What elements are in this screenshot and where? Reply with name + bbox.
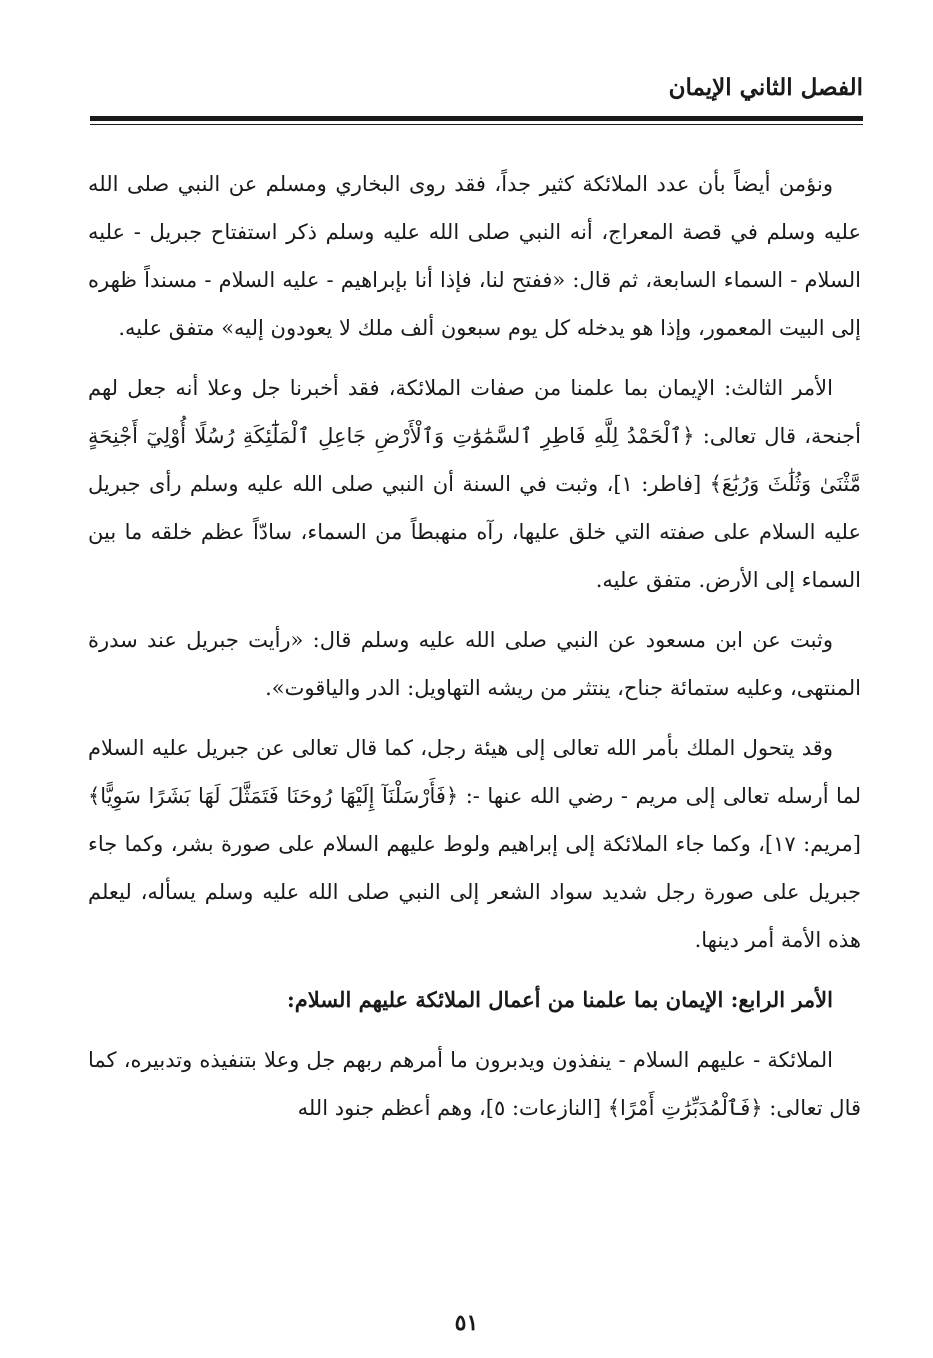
page-number: ٥١ [454,1310,479,1336]
paragraph-angels-attributes: الأمر الثالث: الإيمان بما علمنا من صفات الملائكة، فقد أخبرنا جل وعلا أنه جعل لهم أجنحة، قال تعالى: ﴿ٱلْحَمْدُ لِلَّهِ فَاطِرِ ٱلسَّمَٰوَٰتِ وَٱلْأَرْضِ جَاعِلِ ٱلْمَلَٰٓئِكَةِ رُسُلًا أُوْلِيٓ أَجْنِحَةٍ مَّثْنَىٰ وَثُلَٰثَ وَرُبَٰعَ﴾ [فاطر: ١]، وثبت في السنة أن النبي صلى الله عليه وسلم رأى جبريل عليه السلام على صفته التي خلق عليها، رآه منهبطاً من السماء، سادّاً عظم خلقه ما بين السماء إلى الأرض. متفق عليه. [88,376,861,592]
body-text [88,160,861,1144]
paragraph-angels-number: ونؤمن أيضاً بأن عدد الملائكة كثير جداً، فقد روى البخاري ومسلم عن النبي صلى الله عليه وسلم في قصة المعراج، أنه النبي صلى الله عليه وسلم ذكر استفتاح جبريل - عليه السلام - السماء السابعة، ثم قال: «ففتح لنا، فإذا أنا بإبراهيم - عليه السلام - مسنداً ظهره إلى البيت المعمور، وإذا هو يدخله كل يوم سبعون ألف ملك لا يعودون إليه» متفق عليه. [88,172,861,340]
header-rule-thick [90,116,863,121]
paragraph-ibn-masud-hadith: وثبت عن ابن مسعود عن النبي صلى الله عليه وسلم قال: «رأيت جبريل عند سدرة المنتهى، وعليه ستمائة جناح، ينتثر من ريشه التهاويل: الدر والياقوت». [88,628,861,700]
running-header-title: الفصل الثاني الإيمان [668,74,863,101]
header-rule-thin [90,124,863,125]
paragraph-angel-human-form: وقد يتحول الملك بأمر الله تعالى إلى هيئة رجل، كما قال تعالى عن جبريل عليه السلام لما أرسله تعالى إلى مريم - رضي الله عنها -: ﴿فَأَرْسَلْنَآ إِلَيْهَا رُوحَنَا فَتَمَثَّلَ لَهَا بَشَرًا سَوِيًّا﴾ [مريم: ١٧]، وكما جاء الملائكة إلى إبراهيم ولوط عليهم السلام على صورة بشر، وكما جاء جبريل على صورة رجل شديد سواد الشعر إلى النبي صلى الله عليه وسلم يسأله، ليعلم هذه الأمة أمر دينها. [88,736,861,952]
paragraph-angels-duties: الملائكة - عليهم السلام - ينفذون ويدبرون ما أمرهم ربهم جل وعلا بتنفيذه وتدبيره، كما قال تعالى: ﴿فَٱلْمُدَبِّرَٰتِ أَمْرًا﴾ [النازعات: ٥]، وهم أعظم جنود الله [88,1048,861,1120]
section-heading-fourth-matter: الأمر الرابع: الإيمان بما علمنا من أعمال الملائكة عليهم السلام: [287,987,833,1012]
